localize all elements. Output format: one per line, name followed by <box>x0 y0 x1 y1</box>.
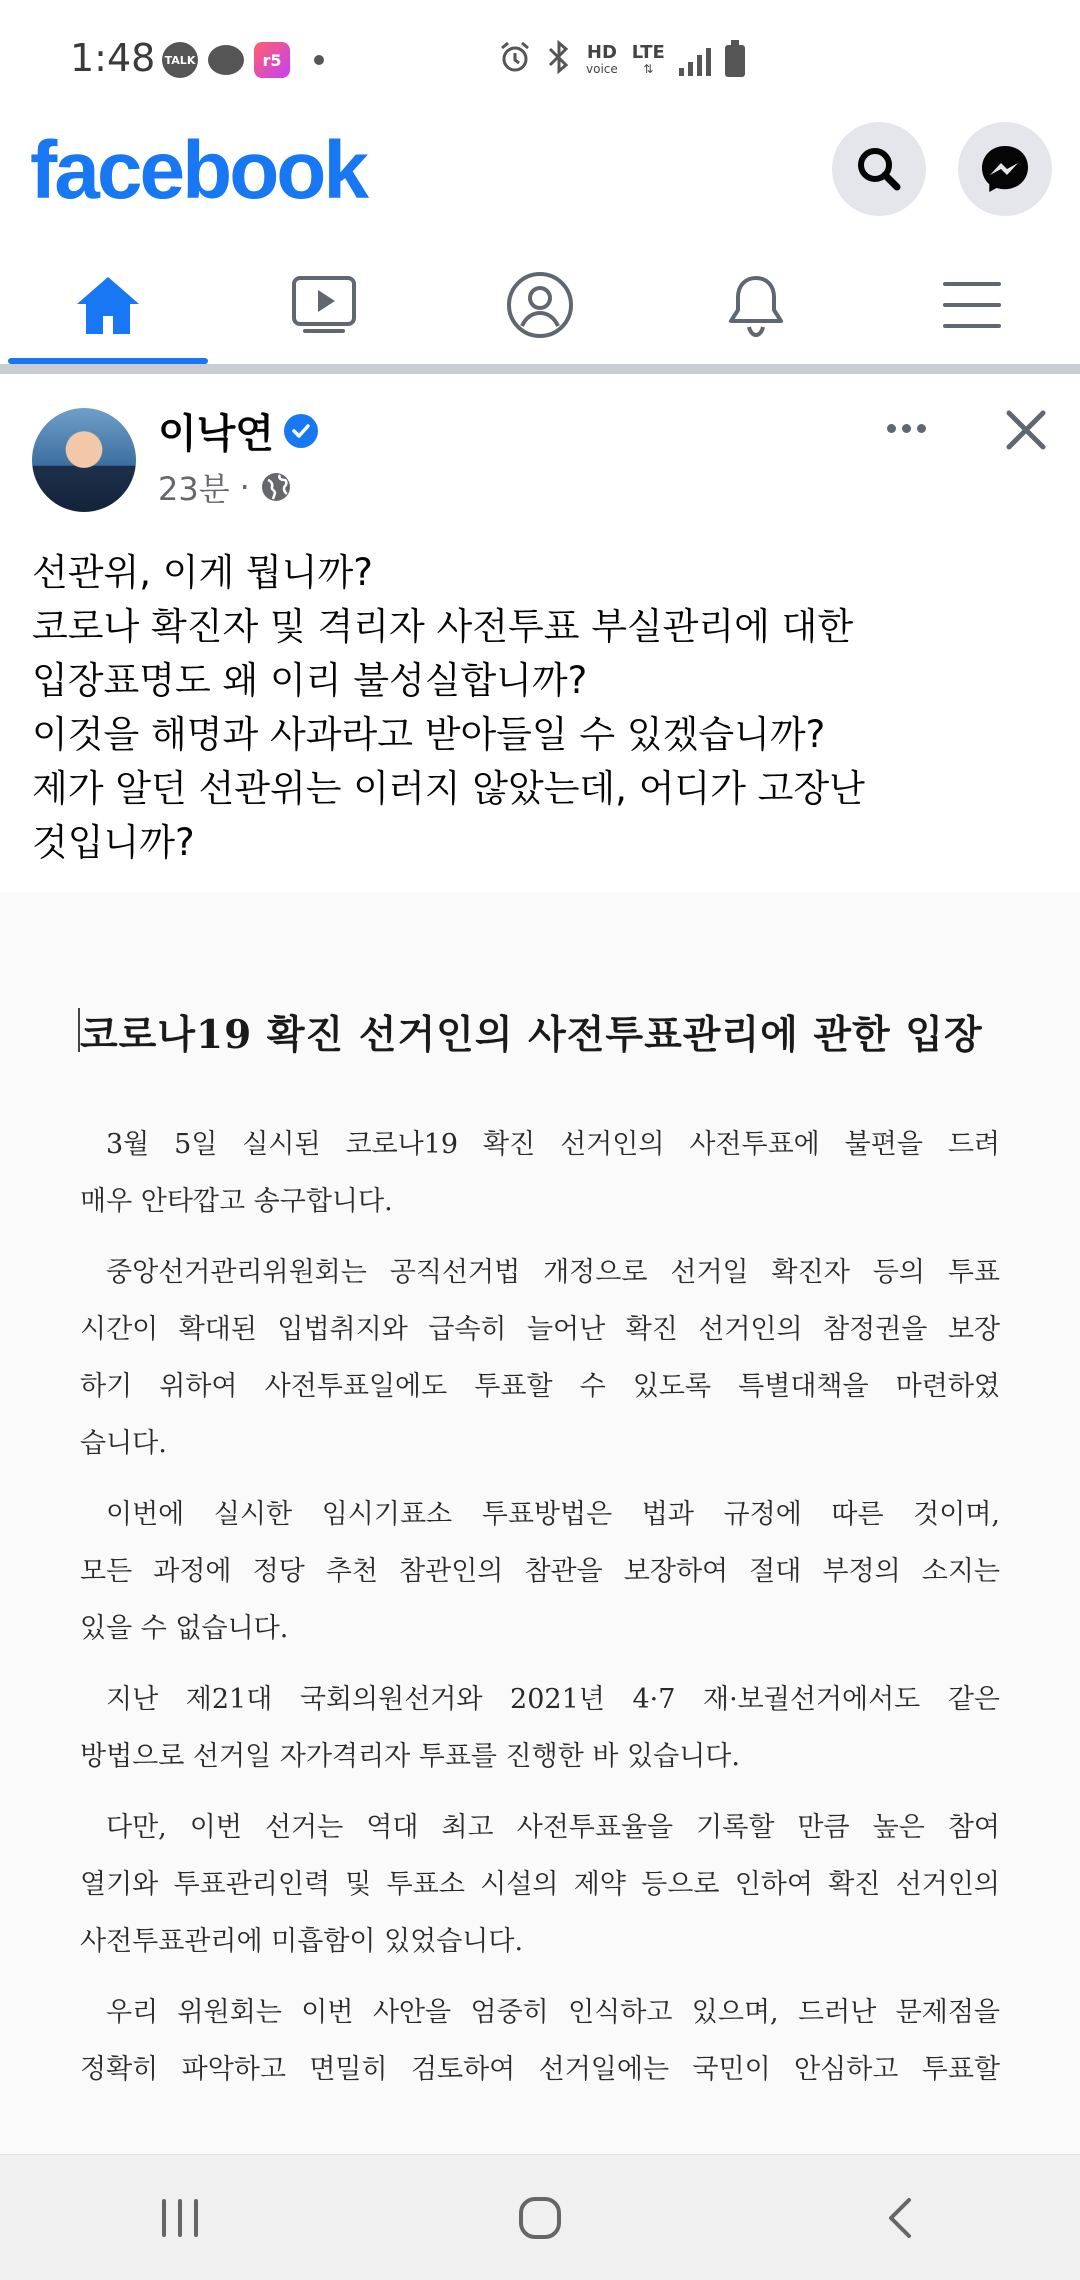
post-options-button[interactable] <box>876 408 936 448</box>
author-name[interactable]: 이낙연 <box>158 411 274 457</box>
facebook-logo[interactable]: facebook <box>30 125 366 216</box>
bluetooth-icon <box>546 40 572 82</box>
messenger-icon <box>978 142 1032 196</box>
tab-watch[interactable] <box>216 250 432 360</box>
battery-icon <box>725 45 745 77</box>
hd-label: HD <box>586 42 617 63</box>
hd-voice-icon <box>586 42 618 77</box>
nav-divider <box>0 364 1080 374</box>
app-icon: r5 <box>254 42 290 78</box>
post-time[interactable]: 23분 <box>158 470 230 508</box>
system-status-icons <box>498 40 745 82</box>
video-icon <box>291 275 357 335</box>
document-line: 열기와 투표관리인력 및 투표소 시설의 제약 등으로 인하여 확진 선거인의 <box>80 1869 1000 1900</box>
back-icon <box>885 2196 915 2240</box>
document-paragraph <box>80 1984 1000 2098</box>
recents-icon <box>158 2198 202 2238</box>
document-paragraph <box>80 1244 1000 1472</box>
document-line: 있을 수 없습니다. <box>80 1613 289 1644</box>
chat-icon <box>208 45 244 75</box>
post-image-document[interactable] <box>0 892 1080 2154</box>
post-text-line: 선관위, 이게 뭡니까? <box>32 551 373 594</box>
post-text <box>32 546 1052 870</box>
search-icon <box>854 144 904 194</box>
hide-post-button[interactable] <box>998 402 1054 458</box>
document-line: 다만, 이번 선거는 역대 최고 사전투표율을 기록할 만큼 높은 참여 <box>106 1812 1000 1843</box>
signal-icon <box>679 46 711 76</box>
document-paragraph <box>80 1116 1000 1230</box>
document-paragraph <box>80 1486 1000 1657</box>
bell-icon <box>726 272 786 338</box>
post-text-line: 것입니까? <box>32 821 195 864</box>
verified-badge-icon <box>284 414 318 448</box>
hd-sub-label: voice <box>586 62 618 76</box>
tab-profile[interactable] <box>432 250 648 360</box>
profile-icon <box>506 271 574 339</box>
app-header <box>0 118 1080 242</box>
system-navigation-bar <box>0 2154 1080 2280</box>
tab-notifications[interactable] <box>648 250 864 360</box>
status-time: 1:48 <box>70 36 156 80</box>
search-button[interactable] <box>832 122 926 216</box>
home-icon <box>75 274 141 336</box>
document-line: 3월 5일 실시된 코로나19 확진 선거인의 사전투표에 불편을 드려 <box>106 1129 1000 1160</box>
document-title: 코로나19 확진 선거인의 사전투표관리에 관한 입장 <box>80 1004 1000 1060</box>
post-text-line: 이것을 해명과 사과라고 받아들일 수 있겠습니까? <box>32 713 826 756</box>
recents-button[interactable] <box>120 2178 240 2258</box>
post-author <box>158 402 318 459</box>
author-avatar[interactable] <box>32 408 136 512</box>
document-line: 우리 위원회는 이번 사안을 엄중히 인식하고 있으며, 드러난 문제점을 <box>106 1997 1000 2028</box>
document-line: 습니다. <box>80 1428 167 1459</box>
lte-label: LTE <box>631 42 665 63</box>
post-text-line: 입장표명도 왜 이리 불성실합니까? <box>32 659 588 702</box>
document-line: 모든 과정에 정당 추천 참관인의 참관을 보장하여 절대 부정의 소지는 <box>80 1556 1000 1587</box>
document-paragraph <box>80 1671 1000 1785</box>
close-icon <box>1004 408 1048 452</box>
post-meta <box>158 464 292 510</box>
globe-icon <box>260 471 292 503</box>
tab-menu[interactable] <box>864 250 1080 360</box>
home-circle-icon <box>517 2195 563 2241</box>
document-line: 이번에 실시한 임시기표소 투표방법은 법과 규정에 따른 것이며, <box>106 1499 1000 1530</box>
tab-home[interactable] <box>0 250 216 360</box>
notification-icons <box>162 42 324 78</box>
main-nav <box>0 250 1080 368</box>
talk-icon: TALK <box>162 42 198 78</box>
status-bar <box>0 0 1080 118</box>
menu-icon <box>942 279 1002 331</box>
post-text-line: 제가 알던 선관위는 이러지 않았는데, 어디가 고장난 <box>32 767 865 810</box>
document-line: 매우 안타깝고 송구합니다. <box>80 1186 393 1217</box>
document-paragraph <box>80 1799 1000 1970</box>
document-line: 사전투표관리에 미흡함이 있었습니다. <box>80 1926 524 1957</box>
lte-icon: LTE ⇅ <box>631 42 665 76</box>
document-line: 시간이 확대된 입법취지와 급속히 늘어난 확진 선거인의 참정권을 보장 <box>80 1314 1000 1345</box>
alarm-icon <box>498 40 532 82</box>
messenger-button[interactable] <box>958 122 1052 216</box>
system-home-button[interactable] <box>480 2178 600 2258</box>
document-body <box>80 1116 1000 2112</box>
post-text-line: 코로나 확진자 및 격리자 사전투표 부실관리에 대한 <box>32 605 854 648</box>
document-line: 하기 위하여 사전투표일에도 투표할 수 있도록 특별대책을 마련하였 <box>80 1371 1000 1402</box>
document-line: 정확히 파악하고 면밀히 검토하여 선거일에는 국민이 안심하고 투표할 <box>80 2054 1000 2085</box>
document-line: 방법으로 선거일 자가격리자 투표를 진행한 바 있습니다. <box>80 1741 740 1772</box>
document-line: 중앙선거관리위원회는 공직선거법 개정으로 선거일 확진자 등의 투표 <box>106 1257 1000 1288</box>
back-button[interactable] <box>840 2178 960 2258</box>
dot-icon <box>314 55 324 65</box>
meta-separator: · <box>239 468 250 506</box>
document-line: 지난 제21대 국회의원선거와 2021년 4·7 재·보궐선거에서도 같은 <box>106 1684 1000 1715</box>
